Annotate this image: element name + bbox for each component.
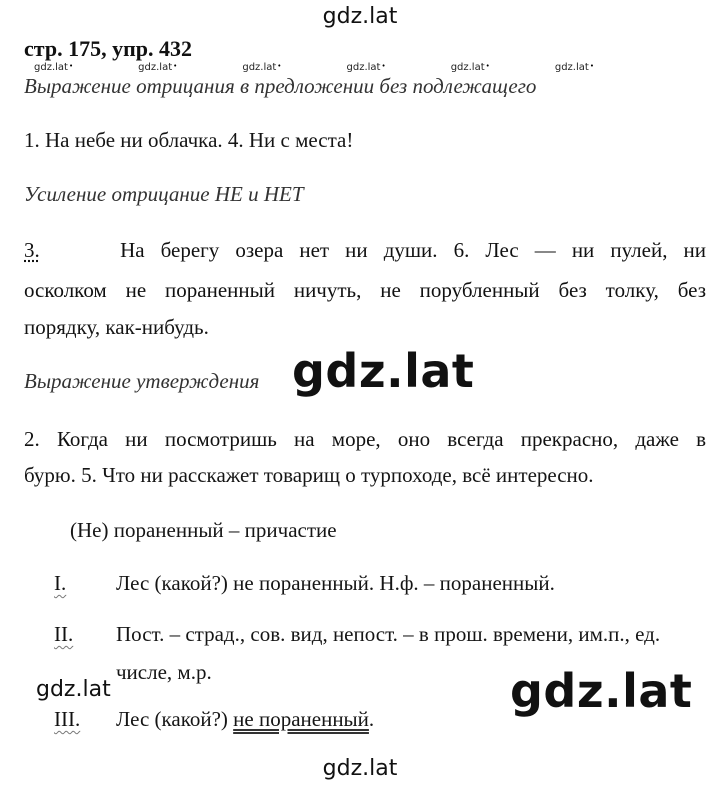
- exercise-heading: стр. 175, упр. 432: [24, 36, 192, 61]
- item-number: 3.: [24, 238, 40, 262]
- section3-line1: 2. Когда ни посмотришь на море, оно всегда прекрасно, даже в: [24, 427, 706, 451]
- analysis-item-text: Лес (какой?) не пораненный. Н.ф. – пораненный.: [116, 571, 555, 595]
- watermark-left-small: gdz.lat: [36, 677, 111, 702]
- watermark-tiny: gdz.lat •: [451, 62, 490, 73]
- analysis-word: (Не) пораненный – причастие: [70, 518, 337, 542]
- watermark-bottom: gdz.lat: [322, 756, 398, 781]
- watermark-tiny: gdz.lat •: [347, 62, 386, 73]
- analysis-item-number: III.: [54, 707, 81, 731]
- section-title-strengthening-negation: Усиление отрицание НЕ и НЕТ: [24, 182, 304, 206]
- analysis-item-text: [116, 707, 374, 732]
- watermark-tiny: gdz.lat •: [138, 62, 177, 73]
- analysis-item-suffix: .: [368, 707, 375, 731]
- watermark-tiny: gdz.lat •: [242, 62, 281, 73]
- analysis-item-continuation: числе, м.р.: [116, 660, 212, 684]
- section2-line2: осколком не пораненный ничуть, не порубленный без толку, без: [24, 278, 706, 302]
- section2-line3: порядку, как-нибудь.: [24, 315, 209, 339]
- section2-line1-text: На берегу озера нет ни души. 6. Лес — ни пулей, ни: [120, 238, 706, 262]
- analysis-item-text: Пост. – страд., сов. вид, непост. – в прош. времени, им.п., ед.: [116, 622, 661, 646]
- section-title-affirmation: Выражение утверждения: [24, 369, 260, 393]
- analysis-item-prefix: Лес (какой?): [116, 707, 234, 731]
- analysis-item-number: II.: [54, 622, 74, 646]
- watermark-middle-big: gdz.lat: [292, 344, 475, 398]
- watermark-tiny: gdz.lat •: [555, 62, 594, 73]
- section-text-1: 1. На небе ни облачка. 4. Ни с места!: [24, 128, 354, 152]
- section2-line1: [24, 232, 706, 268]
- watermark-right-big: gdz.lat: [510, 664, 693, 718]
- watermark-tiny: gdz.lat •: [34, 62, 73, 73]
- predicate-underlined: не пораненный: [233, 707, 369, 731]
- section-title-negation-no-subject: Выражение отрицания в предложении без подлежащего: [24, 74, 537, 98]
- watermark-tiny-row: [34, 62, 594, 73]
- watermark-top: gdz.lat: [322, 4, 398, 29]
- analysis-item-number: I.: [54, 571, 67, 595]
- section3-line2: бурю. 5. Что ни расскажет товарищ о турпоходе, всё интересно.: [24, 463, 594, 487]
